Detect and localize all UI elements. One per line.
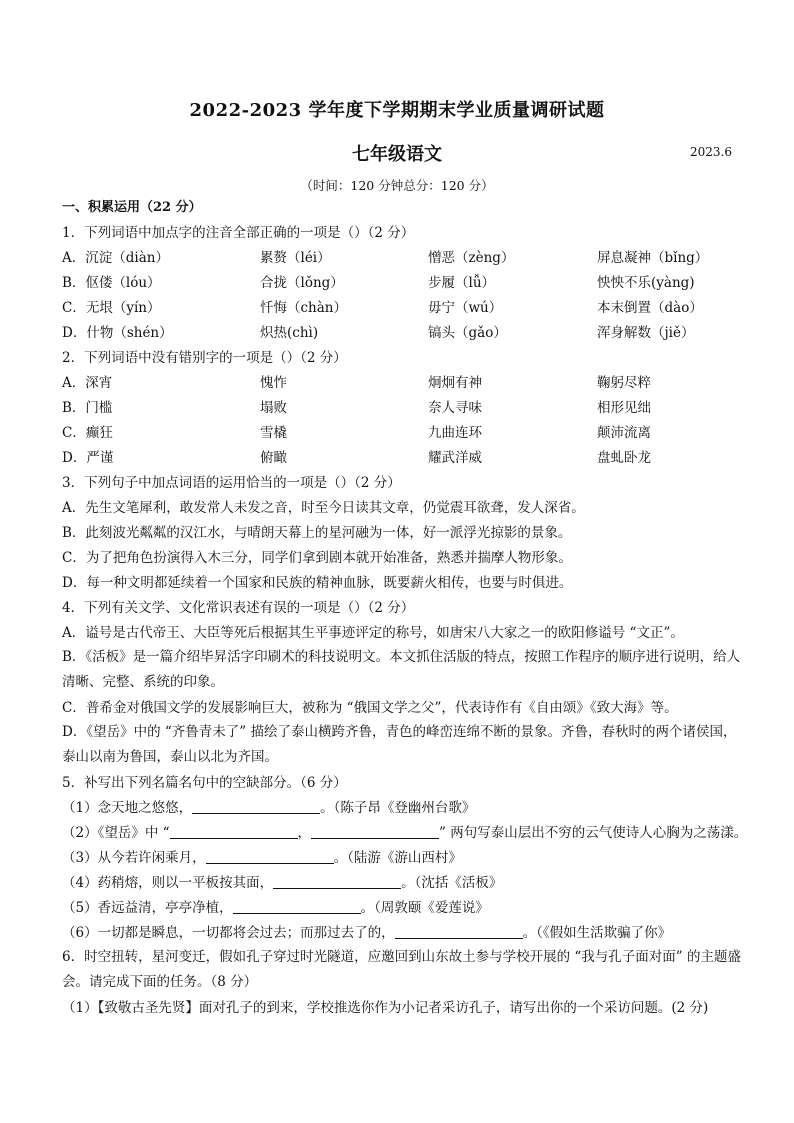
- q2-cell: A．深宵: [62, 375, 113, 391]
- q5-prefix: （6）一切都是瞬息，一切都将会过去；而那过去了的，: [62, 925, 395, 941]
- q5-line: [62, 824, 747, 842]
- section-heading: 一、积累运用（22 分）: [62, 200, 202, 215]
- q2-cell: 雪橇: [260, 425, 287, 441]
- q1-cell: 忏悔（chàn）: [260, 300, 347, 316]
- answer-blank[interactable]: [192, 799, 320, 814]
- answer-blank[interactable]: [395, 924, 523, 939]
- q2-cell: 俯瞰: [260, 450, 287, 466]
- q5-suffix: 。（周敦颐《爱莲说》: [360, 900, 489, 916]
- q5-suffix: 。（陆游《游山西村》: [333, 850, 462, 866]
- q5-suffix: ” 两句写泰山层出不穷的云气使诗人心胸为之荡漾。: [439, 825, 748, 841]
- exam-title: 2022-2023 学年度下学期期末学业质量调研试题: [189, 100, 605, 121]
- q6-stem: 6．时空扭转，星河变迁，假如孔子穿过时光隧道，应邀回到山东故土参与学校开展的 “我与孔子面对面” 的主题盛会。请完成下面的任务。（8 分）: [62, 949, 741, 990]
- q2-cell: 鞠躬尽粹: [597, 375, 651, 391]
- q3-stem: 3．下列句子中加点词语的运用恰当的一项是（）（2 分）: [62, 475, 401, 491]
- q5-line: [62, 799, 475, 817]
- q1-cell: B．伛偻（lóu）: [62, 275, 161, 291]
- q1-cell: 浑身解数（jiě）: [597, 325, 695, 341]
- q2-cell: 愧怍: [260, 375, 287, 391]
- q1-cell: A．沉淀（diàn）: [62, 250, 169, 266]
- q1-cell: 合拢（lǒng）: [260, 275, 344, 291]
- q5-stem: 5．补写出下列名篇名句中的空缺部分。（6 分）: [62, 775, 347, 791]
- answer-blank[interactable]: [311, 824, 439, 839]
- q4-option-d: D．《望岳》中的 “齐鲁青未了” 描绘了泰山横跨齐鲁，青色的峰峦连绵不断的景象。齐鲁，春秋时的两个诸侯国，泰山以南为鲁国，泰山以北为齐国。: [62, 724, 737, 765]
- answer-blank[interactable]: [170, 824, 298, 839]
- q1-cell: 炽热(chì): [260, 325, 319, 341]
- q4-option-b: B．《活板》是一篇介绍毕昇活字印刷术的科技说明文。本文抓住活版的特点，按照工作程序的顺序进行说明，给人清晰、完整、系统的印象。: [62, 649, 741, 690]
- q5-prefix: （1）念天地之悠悠，: [62, 800, 193, 816]
- q4-stem: 4．下列有关文学、文化常识表述有误的一项是（）（2 分）: [62, 600, 415, 616]
- q2-cell: C．癫狂: [62, 425, 113, 441]
- q3-option: C．为了把角色扮演得入木三分，同学们拿到剧本就开始准备，熟悉并揣摩人物形象。: [62, 550, 572, 566]
- q4-option-a: A．谥号是古代帝王、大臣等死后根据其生平事迹评定的称号，如唐宋八大家之一的欧阳修谥号 “文正”。: [62, 625, 684, 641]
- q3-option: A．先生文笔犀利，敢发常人未发之音，时至今日读其文章，仍觉震耳欲聋，发人深省。: [62, 500, 585, 516]
- q1-cell: 本末倒置（dào）: [597, 300, 703, 316]
- q2-cell: 耀武洋威: [428, 450, 482, 466]
- q2-cell: 炯炯有神: [428, 375, 482, 391]
- q1-cell: 毋宁（wú）: [428, 300, 503, 316]
- q5-suffix: 。（陈子昂《登幽州台歌》: [320, 800, 476, 816]
- q1-cell: C．无垠（yín）: [62, 300, 161, 316]
- q2-cell: 颠沛流离: [597, 425, 651, 441]
- q2-cell: 相形见绌: [597, 400, 651, 416]
- q4-option-c: C．普希金对俄国文学的发展影响巨大，被称为 “俄国文学之父”，代表诗作有《自由颂》《致大海》等。: [62, 700, 678, 716]
- q6-sub1: （1）【致敬古圣先贤】面对孔子的到来，学校推选你作为小记者采访孔子，请写出你的一个采访问题。(2 分): [62, 1000, 709, 1016]
- time-info: （时间：120 分钟总分：120 分）: [300, 178, 494, 193]
- q1-cell: 怏怏不乐(yàng): [597, 275, 695, 291]
- answer-blank[interactable]: [233, 899, 361, 914]
- q5-prefix: （3）从今若许闲乘月，: [62, 850, 206, 866]
- q5-line: [62, 899, 489, 917]
- q1-cell: 步履（lǚ）: [428, 275, 496, 291]
- q2-cell: D．严谨: [62, 450, 114, 466]
- q1-cell: 镐头（gǎo）: [428, 325, 507, 341]
- q2-cell: 九曲连环: [428, 425, 482, 441]
- q2-cell: B．门槛: [62, 400, 113, 416]
- answer-blank[interactable]: [273, 874, 401, 889]
- q5-prefix: （4）药稍熔，则以一平板按其面，: [62, 875, 274, 891]
- q1-cell: 累赘（léi）: [260, 250, 331, 266]
- q1-cell: 屏息凝神（bǐng）: [597, 250, 709, 266]
- q5-prefix: （5）香远益清，亭亭净植，: [62, 900, 233, 916]
- q2-stem: 2．下列词语中没有错别字的一项是（）（2 分）: [62, 350, 347, 366]
- q5-mid: ，: [297, 825, 312, 841]
- q5-line: [62, 924, 671, 942]
- exam-date: 2023.6: [690, 145, 732, 159]
- exam-subtitle: 七年级语文: [352, 144, 442, 165]
- q1-stem: 1．下列词语中加点字的注音全部正确的一项是（）（2 分）: [62, 225, 415, 241]
- q5-line: [62, 874, 502, 892]
- q3-option: B．此刻波光粼粼的汉江水，与晴朗天幕上的星河融为一体，好一派浮光掠影的景象。: [62, 525, 572, 541]
- q1-cell: 憎恶（zèng）: [428, 250, 515, 266]
- q1-cell: D．什物（shén）: [62, 325, 173, 341]
- q5-suffix: 。（沈括《活板》: [401, 875, 503, 891]
- q2-cell: 盘虬卧龙: [597, 450, 651, 466]
- q5-suffix: 。（《假如生活欺骗了你》: [522, 925, 672, 941]
- q2-cell: 奈人寻味: [428, 400, 482, 416]
- q5-prefix: （2）《望岳》中 “: [62, 825, 170, 841]
- q5-line: [62, 849, 462, 867]
- answer-blank[interactable]: [206, 849, 334, 864]
- q2-cell: 塌败: [260, 400, 287, 416]
- q3-option: D．每一种文明都延续着一个国家和民族的精神血脉，既要薪火相传，也要与时俱进。: [62, 575, 573, 591]
